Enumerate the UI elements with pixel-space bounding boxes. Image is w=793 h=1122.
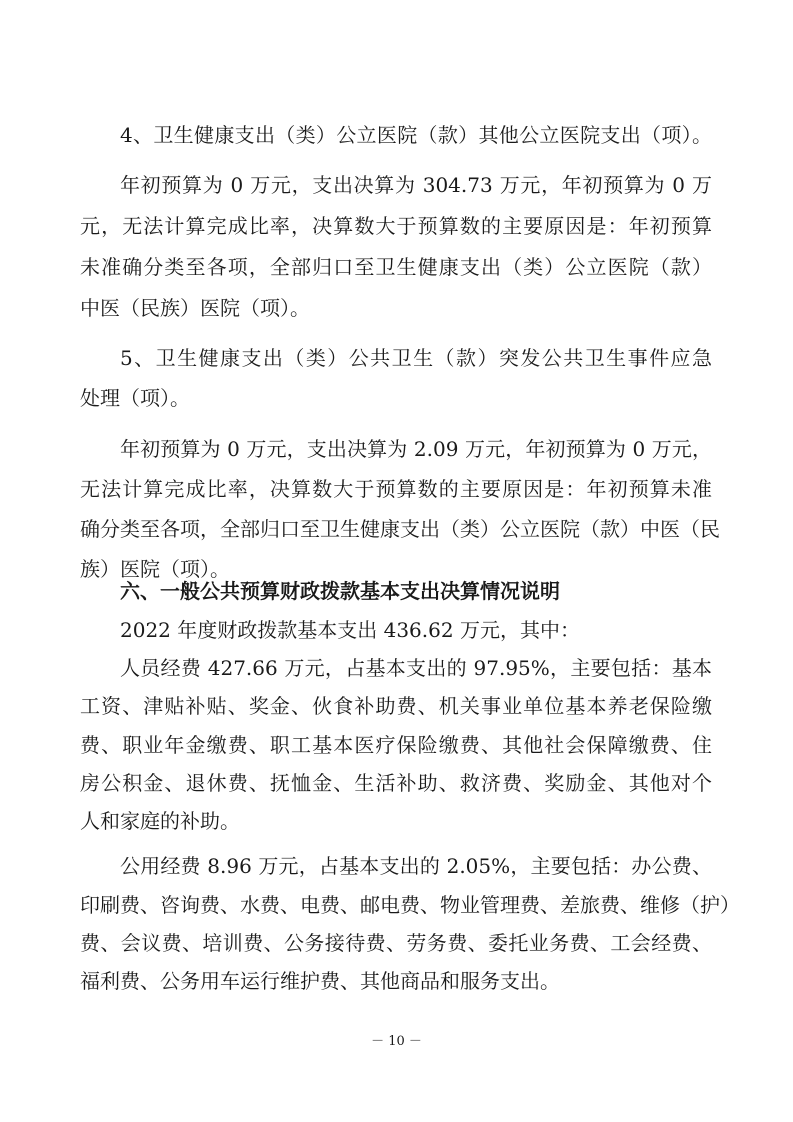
paragraph-line: 人员经费 427.66 万元，占基本支出的 97.95%，主要包括：基本 <box>120 656 712 680</box>
paragraph-line: 人和家庭的补助。 <box>80 809 240 833</box>
paragraph-line: 福利费、公务用车运行维护费、其他商品和服务支出。 <box>80 969 560 993</box>
page-number: － 10 － <box>371 1034 422 1049</box>
paragraph-line: 未准确分类至各项，全部归口至卫生健康支出（类）公立医院（款） <box>80 255 712 279</box>
item-5-heading-cont: 处理（项）。 <box>80 386 190 410</box>
item-5-heading: 5、卫生健康支出（类）公共卫生（款）突发公共卫生事件应急 <box>120 346 712 370</box>
section-6-heading: 六、一般公共预算财政拨款基本支出决算情况说明 <box>120 579 560 603</box>
paragraph-line: 费、职业年金缴费、职工基本医疗保险缴费、其他社会保障缴费、住 <box>80 733 712 757</box>
paragraph-line: 房公积金、退休费、抚恤金、生活补助、救济费、奖励金、其他对个 <box>80 771 712 795</box>
item-4-heading: 4、卫生健康支出（类）公立医院（款）其他公立医院支出（项）。 <box>120 123 712 147</box>
paragraph-line: 工资、津贴补贴、奖金、伙食补助费、机关事业单位基本养老保险缴 <box>80 694 712 718</box>
paragraph-line: 2022 年度财政拨款基本支出 436.62 万元，其中： <box>120 618 580 642</box>
paragraph-line: 无法计算完成比率，决算数大于预算数的主要原因是：年初预算未准 <box>80 477 712 501</box>
paragraph-line: 年初预算为 0 万元，支出决算为 304.73 万元，年初预算为 0 万 <box>120 173 712 197</box>
paragraph-line: 印刷费、咨询费、水费、电费、邮电费、物业管理费、差旅费、维修（护） <box>80 893 740 917</box>
paragraph-line: 中医（民族）医院（项）。 <box>80 296 310 320</box>
paragraph-line: 元，无法计算完成比率，决算数大于预算数的主要原因是：年初预算 <box>80 214 712 238</box>
paragraph-line: 公用经费 8.96 万元，占基本支出的 2.05%，主要包括：办公费、 <box>120 854 712 878</box>
paragraph-line: 确分类至各项，全部归口至卫生健康支出（类）公立医院（款）中医（民 <box>80 517 720 541</box>
paragraph-line: 年初预算为 0 万元，支出决算为 2.09 万元，年初预算为 0 万元， <box>120 437 712 461</box>
paragraph-line: 费、会议费、培训费、公务接待费、劳务费、委托业务费、工会经费、 <box>80 931 712 955</box>
paragraph-line: 族）医院（项）。 <box>80 557 230 581</box>
